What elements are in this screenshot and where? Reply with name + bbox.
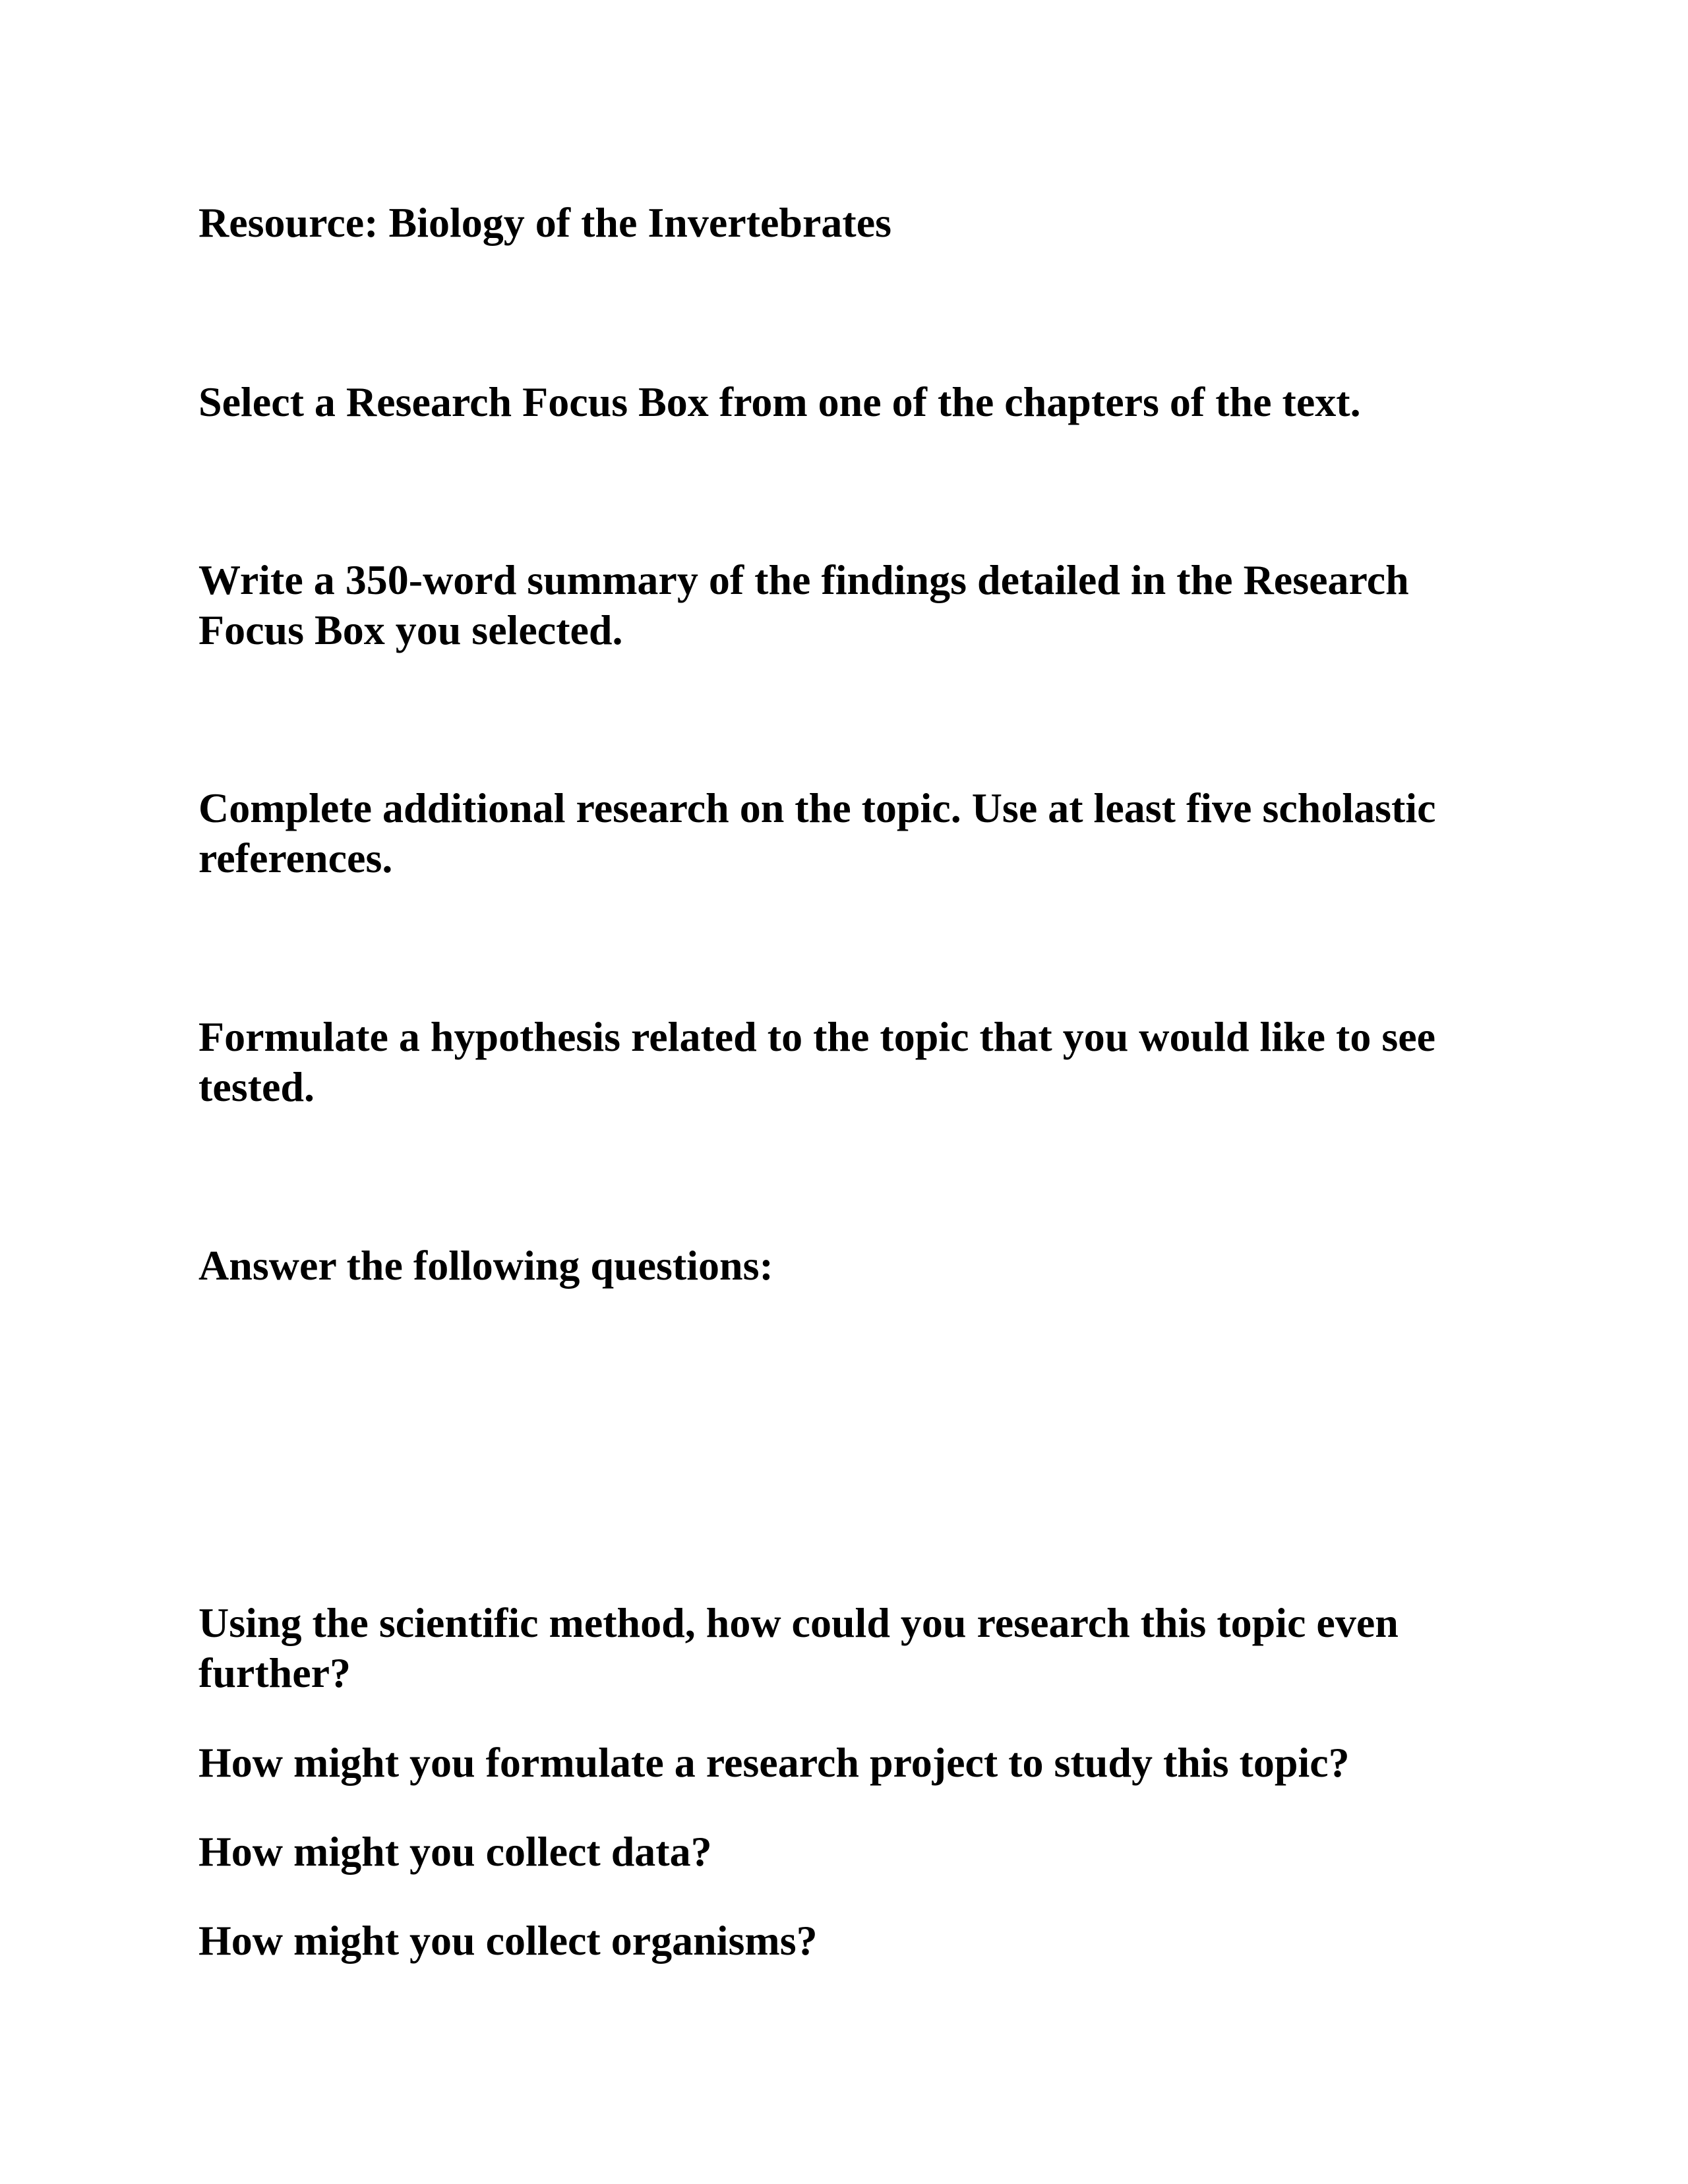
instruction-answer-questions: Answer the following questions: xyxy=(198,1242,773,1289)
instruction-select-box: Select a Research Focus Box from one of the chapters of the text. xyxy=(198,378,1361,425)
instruction-additional-research: Complete additional research on the topic. Use at least five scholastic references. xyxy=(198,784,1436,881)
instruction-write-summary: Write a 350-word summary of the findings detailed in the Research Focus Box you selected. xyxy=(198,556,1409,653)
resource-line: Resource: Biology of the Invertebrates xyxy=(198,199,892,246)
question-collect-data: How might you collect data? xyxy=(198,1828,712,1875)
instruction-formulate-hypothesis: Formulate a hypothesis related to the topic that you would like to see tested. xyxy=(198,1013,1436,1110)
question-research-project: How might you formulate a research project to study this topic? xyxy=(198,1739,1350,1786)
question-collect-organisms: How might you collect organisms? xyxy=(198,1917,818,1964)
question-scientific-method: Using the scientific method, how could you research this topic even further? xyxy=(198,1599,1399,1696)
